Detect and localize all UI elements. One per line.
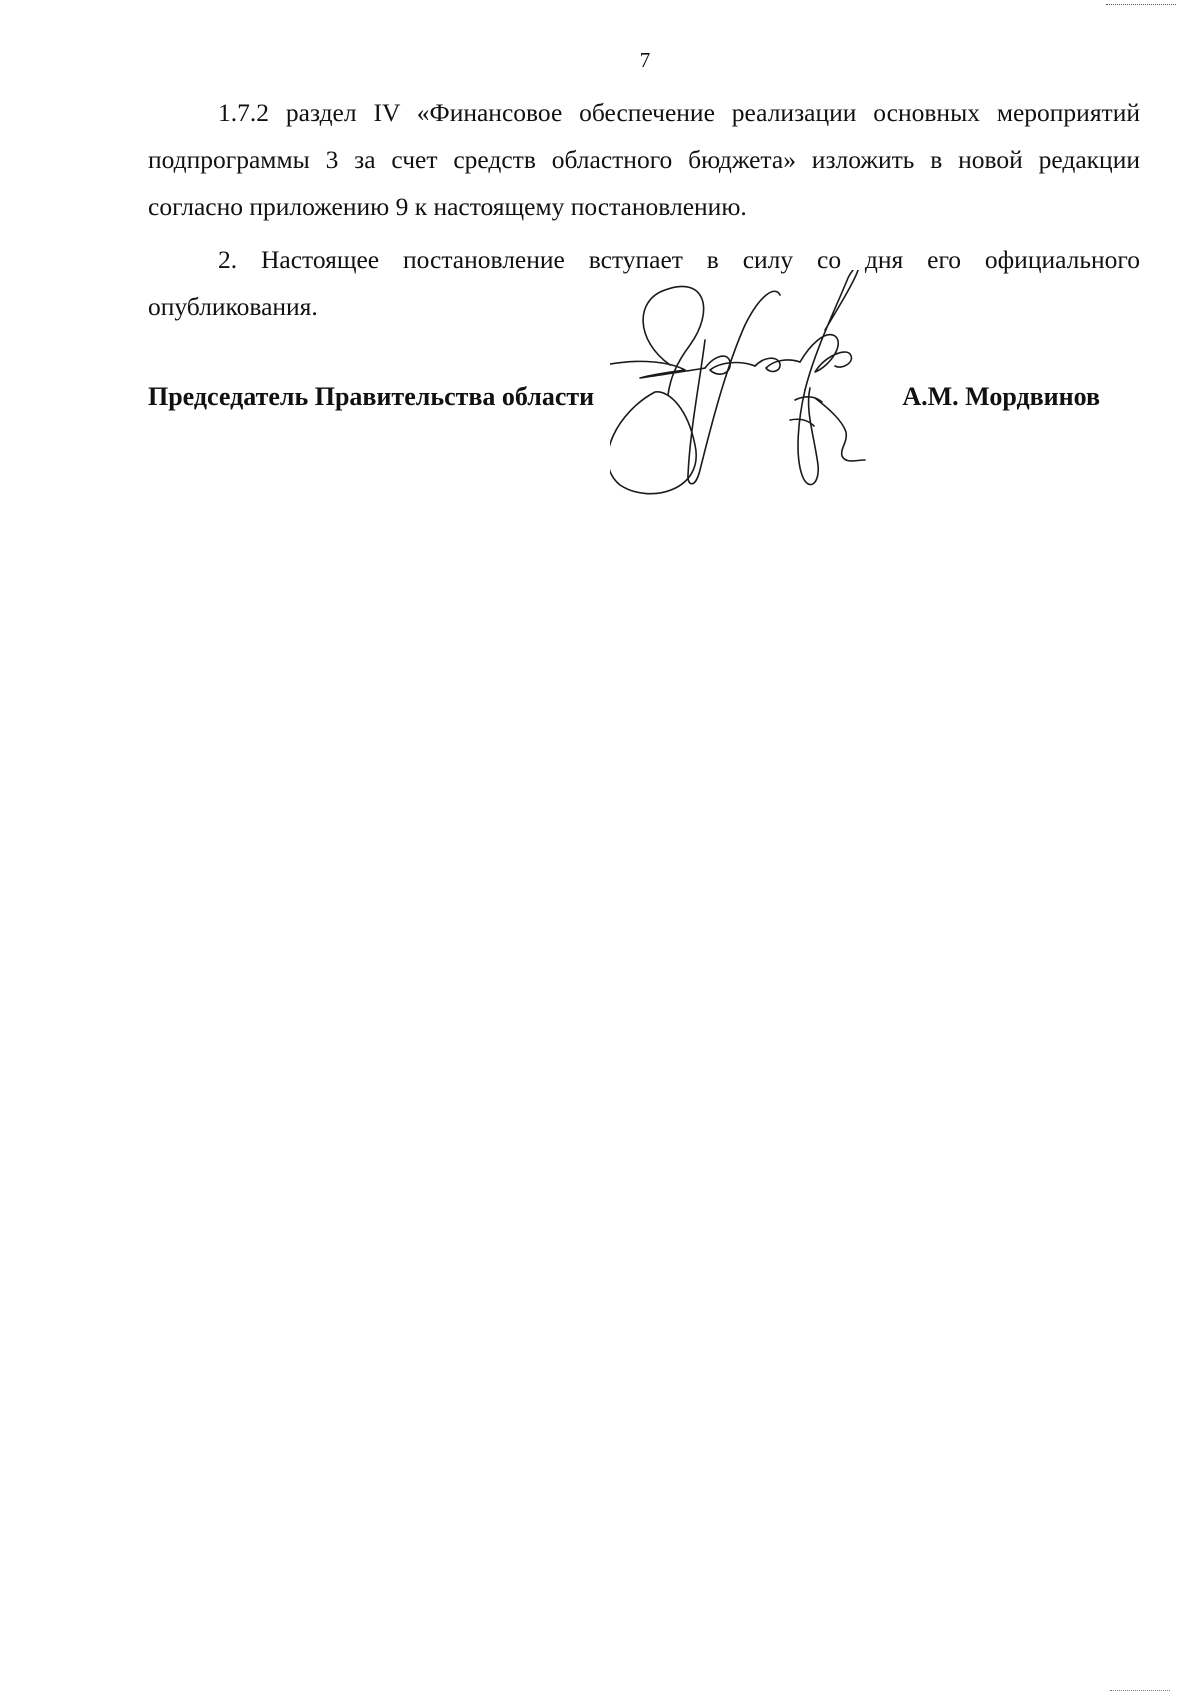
signatory-name: А.М. Мордвинов (902, 382, 1100, 411)
scan-artifact-top (1106, 0, 1176, 5)
handwritten-signature (610, 270, 920, 510)
page-number: 7 (639, 48, 651, 72)
signatory-position: Председатель Правительства области (148, 382, 595, 411)
paragraph-1-7-2: 1.7.2 раздел IV «Финансовое обеспечение реализации основных мероприятий подпрограммы 3 за счет средств областного бюджета» изложить в новой редакции согласно приложению 9 к настоящему постановлению. (148, 98, 1140, 221)
scan-artifact-bottom (1110, 1690, 1170, 1695)
paragraph-2: 2. Настоящее постановление вступает в силу со дня его официального опубликования. (148, 245, 1140, 321)
